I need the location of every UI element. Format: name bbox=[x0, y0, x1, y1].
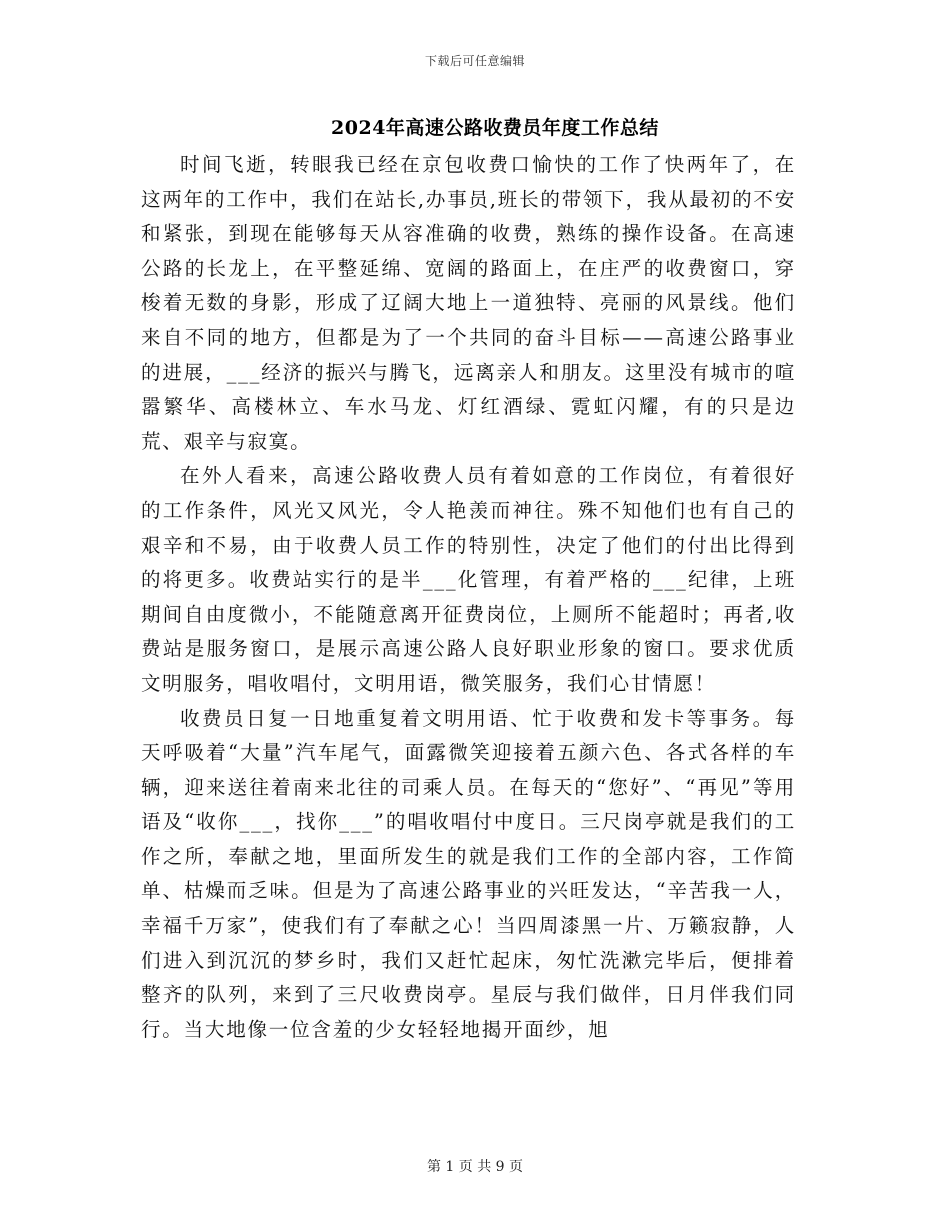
paragraph: 在外人看来，高速公路收费人员有着如意的工作岗位，有着很好的工作条件，风光又风光，令人艳羡而神往。殊不知他们也有自己的艰辛和不易，由于收费人员工作的特别性，决定了他们的付出比得到的将更多。收费站实行的是半___化管理，有着严格的___纪律，上班期间自由度微小，不能随意离开征费岗位，上厕所不能超时；再者,收费站是服务窗口，是展示高速公路人良好职业形象的窗口。要求优质文明服务，唱收唱付，文明用语，微笑服务，我们心甘情愿！ bbox=[141, 464, 796, 695]
header-note: 下载后可任意编辑 bbox=[424, 54, 525, 68]
paragraph: 时间飞逝，转眼我已经在京包收费口愉快的工作了快两年了，在这两年的工作中，我们在站长,办事员,班长的带领下，我从最初的不安和紧张，到现在能够每天从容准确的收费，熟练的操作设备。在高速公路的长龙上，在平整延绵、宽阔的路面上，在庄严的收费窗口，穿梭着无数的身影，形成了辽阔大地上一道独特、亮丽的风景线。他们来自不同的地方，但都是为了一个共同的奋斗目标——高速公路事业的进展，___经济的振兴与腾飞，远离亲人和朋友。这里没有城市的喧嚣繁华、高楼林立、车水马龙、灯红酒绿、霓虹闪耀，有的只是边荒、艰辛与寂寞。 bbox=[141, 153, 796, 453]
document-title: 2024年高速公路收费员年度工作总结 bbox=[331, 117, 659, 139]
paragraph: 收费员日复一日地重复着文明用语、忙于收费和发卡等事务。每天呼吸着“大量”汽车尾气，面露微笑迎接着五颜六色、各式各样的车辆，迎来送往着南来北往的司乘人员。在每天的“您好”、“再见”等用语及“收你___，找你___”的唱收唱付中度日。三尺岗亭就是我们的工作之所，奉献之地，里面所发生的就是我们工作的全部内容，工作简单、枯燥而乏味。但是为了高速公路事业的兴旺发达，“辛苦我一人，幸福千万家”，使我们有了奉献之心！当四周漆黑一片、万籁寂静，人们进入到沉沉的梦乡时，我们又赶忙起床，匆忙洗漱完毕后，便排着整齐的队列，来到了三尺收费岗亭。星辰与我们做伴，日月伴我们同行。当大地像一位含羞的少女轻轻地揭开面纱，旭 bbox=[141, 706, 796, 1041]
page-footer: 第 1 页 共 9 页 bbox=[426, 1159, 524, 1175]
document-body bbox=[141, 148, 796, 1047]
